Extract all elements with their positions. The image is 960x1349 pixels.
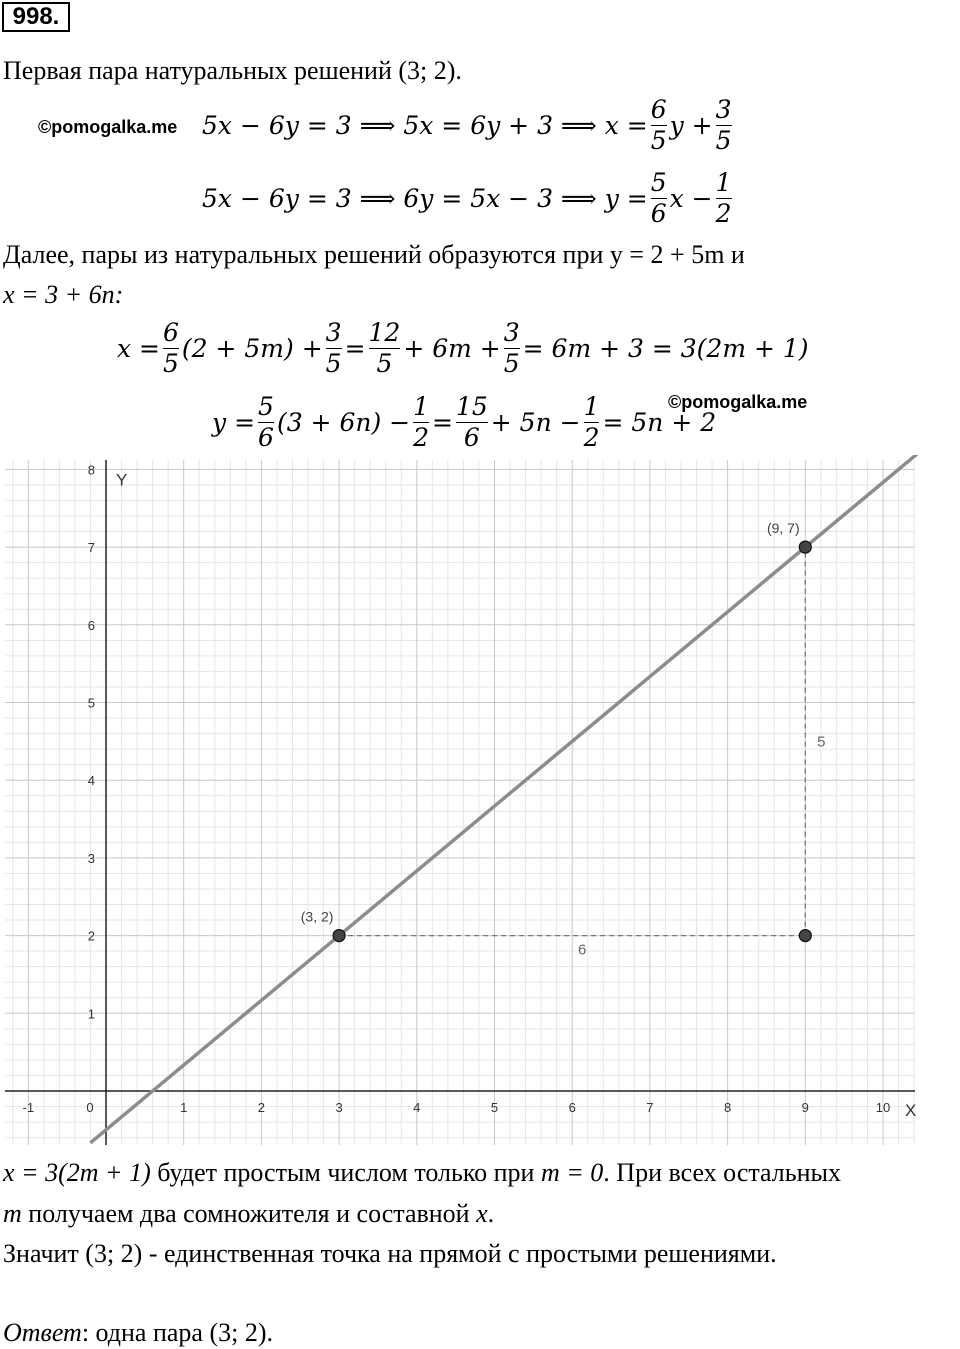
y-axis-label: Y: [116, 470, 128, 490]
eq3-frac4-num: 3: [503, 318, 520, 347]
x-tick-label: 8: [723, 1100, 732, 1115]
x-tick-label: 10: [875, 1100, 891, 1115]
conclusion-x-expression: x = 3(2m + 1): [3, 1158, 151, 1187]
eq3-e: = 6m + 3 = 3(2m + 1): [522, 334, 809, 363]
eq3-frac3: [369, 318, 401, 379]
eq4-b: (3 + 6n) −: [276, 408, 411, 437]
line-graph: [0, 455, 960, 1150]
eq3-frac1-num: 6: [163, 318, 179, 347]
eq1-frac2-den: 5: [715, 126, 732, 155]
eq2-frac1: [651, 168, 667, 229]
y-tick-label: 6: [87, 617, 95, 633]
answer-line: [3, 1318, 273, 1348]
x-axis-label: X: [905, 1101, 917, 1120]
conclusion-text-3: получаем два сомножителя и составной: [28, 1199, 470, 1228]
eq3-b: (2 + 5m) +: [181, 334, 323, 363]
eq3-c: =: [344, 334, 366, 363]
problem-number: 998.: [2, 2, 70, 32]
eq4-a: y =: [212, 408, 256, 437]
eq2-lhs: 5x − 6y = 3 ⟹ 6y = 5x − 3 ⟹ y =: [202, 184, 648, 213]
data-point: [799, 930, 811, 942]
y-tick-label: 3: [87, 850, 95, 866]
intro-text: Первая пара натуральных решений (3; 2).: [3, 56, 462, 85]
eq4-frac4-den: 2: [583, 423, 600, 452]
eq1-mid: y +: [669, 111, 713, 140]
x-tick-label: 6: [568, 1100, 576, 1115]
y-tick-label: 1: [87, 1006, 95, 1022]
eq3-frac3-num: 12: [368, 318, 401, 347]
eq4-frac4: [584, 392, 600, 453]
eq4-frac2-den: 2: [413, 423, 429, 452]
point-label: (3, 2): [300, 908, 334, 925]
conclusion-dot: .: [487, 1199, 495, 1228]
equation-x-general: [117, 318, 809, 379]
eq2-frac2: [716, 168, 732, 229]
eq4-frac1-den: 6: [258, 423, 274, 452]
x-tick-label: 1: [180, 1100, 188, 1115]
conclusion-text-1: будет простым числом только при: [157, 1158, 535, 1187]
equation-y-from-x: [202, 168, 735, 229]
eq4-frac2-num: 1: [413, 392, 429, 421]
y-tick-label: 2: [87, 928, 95, 944]
eq3-frac1: [163, 318, 179, 379]
y-tick-label: 7: [87, 540, 95, 556]
eq3-frac1-den: 5: [163, 349, 179, 378]
x-tick-label: 5: [490, 1100, 499, 1115]
eq3-d: + 6m +: [403, 334, 501, 363]
x-tick-label: 3: [335, 1100, 343, 1115]
eq1-frac1-den: 5: [650, 126, 667, 155]
conclusion-x: x: [476, 1199, 488, 1228]
eq1-frac2: [716, 95, 732, 156]
eq3-frac2-num: 3: [325, 318, 342, 347]
eq3-frac4-den: 5: [503, 349, 520, 378]
eq3-a: x =: [117, 334, 160, 363]
x-tick-label: 4: [413, 1100, 421, 1115]
eq4-frac3-num: 15: [455, 392, 488, 421]
x-tick-label: 2: [257, 1100, 266, 1115]
eq1-frac1: [651, 95, 667, 156]
watermark-top: ©pomogalka.me: [38, 117, 178, 137]
equation-x-from-y: [202, 95, 735, 156]
x-tick-label: 0: [86, 1100, 94, 1115]
eq4-c: =: [432, 408, 453, 437]
eq2-frac2-den: 2: [715, 199, 732, 228]
eq4-frac3: [456, 392, 488, 453]
data-point: [799, 541, 811, 553]
equation-y-general: [212, 392, 716, 453]
y-tick-label: 5: [87, 695, 95, 711]
point-label: (9, 7): [766, 520, 800, 537]
eq4-d: + 5n −: [490, 408, 581, 437]
eq2-mid: x −: [669, 184, 713, 213]
eq1-lhs: 5x − 6y = 3 ⟹ 5x = 6y + 3 ⟹ x =: [202, 111, 648, 140]
eq1-frac2-num: 3: [715, 95, 732, 124]
eq3-frac2: [326, 318, 342, 379]
eq4-frac2: [413, 392, 429, 453]
conclusion-line-3: Значит (3; 2) - единственная точка на прямой с простыми решениями.: [3, 1239, 777, 1268]
eq1-frac1-num: 6: [650, 95, 667, 124]
y-tick-label: 4: [87, 773, 95, 789]
eq3-frac4: [504, 318, 520, 379]
eq4-frac1-num: 5: [258, 392, 274, 421]
eq4-frac1: [258, 392, 274, 453]
conclusion-line-1: [3, 1158, 841, 1188]
watermark-middle: ©pomogalka.me: [668, 392, 808, 412]
conclusion-m: m: [3, 1199, 22, 1228]
run-annotation: 6: [578, 941, 587, 959]
data-point: [333, 930, 345, 942]
conclusion-text-2: . При всех остальных: [603, 1158, 842, 1187]
paragraph-2-line-2: x = 3 + 6n:: [3, 280, 124, 309]
x-tick-label: 9: [801, 1100, 809, 1115]
eq3-frac2-den: 5: [325, 349, 342, 378]
rise-annotation: 5: [817, 733, 826, 751]
conclusion-line-2: [3, 1199, 494, 1229]
eq4-frac3-den: 6: [463, 423, 480, 452]
x-tick-label: 7: [646, 1100, 654, 1115]
eq2-frac2-num: 1: [715, 168, 732, 197]
eq4-e: = 5n + 2: [602, 408, 717, 437]
eq2-frac1-den: 6: [650, 199, 667, 228]
x-tick-label: -1: [22, 1100, 35, 1115]
paragraph-2-line-1: Далее, пары из натуральных решений образуются при y = 2 + 5m и: [3, 240, 745, 269]
y-tick-label: 8: [87, 462, 95, 478]
eq3-frac3-den: 5: [376, 349, 393, 378]
answer-text: : одна пара (3; 2).: [81, 1318, 274, 1347]
eq4-frac4-num: 1: [583, 392, 600, 421]
conclusion-m-zero: m = 0: [540, 1158, 604, 1187]
answer-label: Ответ: [3, 1318, 82, 1347]
eq2-frac1-num: 5: [650, 168, 667, 197]
